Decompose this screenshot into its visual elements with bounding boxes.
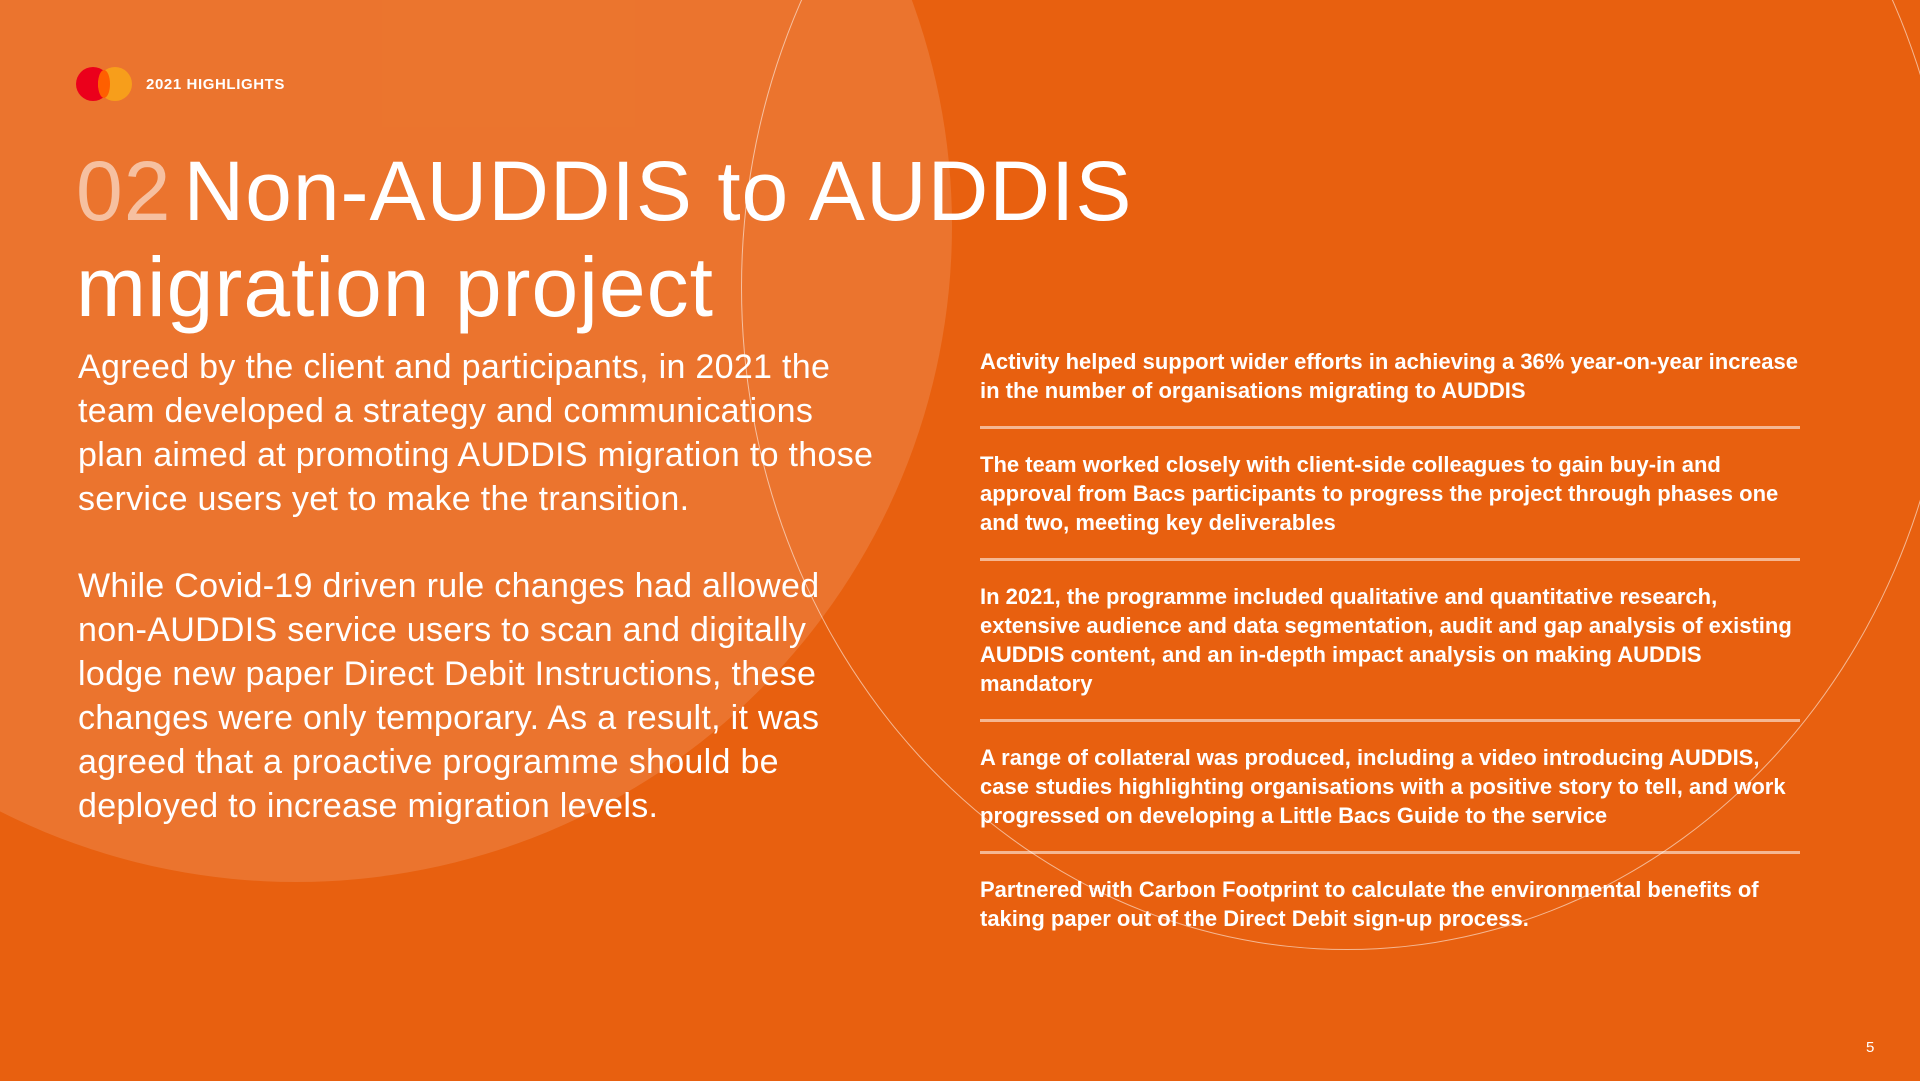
- page-header: [76, 67, 285, 101]
- intro-paragraph: While Covid-19 driven rule changes had allowed non-AUDDIS service users to scan and digitally lodge new paper Direct Debit Instructions, these changes were only temporary. As a result, it was agreed that a proactive programme should be deployed to increase migration levels.: [78, 567, 820, 825]
- section-label: 2021 HIGHLIGHTS: [146, 75, 286, 93]
- intro-text: [78, 345, 878, 871]
- highlight-item: A range of collateral was produced, including a video introducing AUDDIS, case studies highlighting organisations with a positive story to tell, and work progressed on developing a Little Bacs Guide to the service: [980, 743, 1800, 854]
- title-line-1: Non-AUDDIS to AUDDIS: [183, 144, 1133, 238]
- highlight-item: The team worked closely with client-side colleagues to gain buy-in and approval from Bacs participants to progress the project through phases one and two, meeting key deliverables: [980, 450, 1800, 561]
- highlight-item: In 2021, the programme included qualitative and quantitative research, extensive audience and data segmentation, audit and gap analysis of existing AUDDIS content, and an in-depth impact analysis on making AUDDIS mandatory: [980, 582, 1800, 722]
- highlight-item: Activity helped support wider efforts in achieving a 36% year-on-year increase in the number of organisations migrating to AUDDIS: [980, 347, 1800, 429]
- highlight-item: Partnered with Carbon Footprint to calculate the environmental benefits of taking paper out of the Direct Debit sign-up process.: [980, 877, 1759, 931]
- title-line-2: migration project: [76, 240, 714, 334]
- title-number: 02: [76, 144, 172, 238]
- logo-overlap: [98, 70, 110, 98]
- page-number: 5: [1866, 1039, 1875, 1056]
- intro-paragraph: Agreed by the client and participants, in 2021 the team developed a strategy and communications plan aimed at promoting AUDDIS migration to those service users yet to make the transition.: [78, 348, 874, 518]
- highlights-list: [980, 347, 1800, 975]
- page-title: [76, 143, 1336, 335]
- logo-icon: [76, 67, 132, 101]
